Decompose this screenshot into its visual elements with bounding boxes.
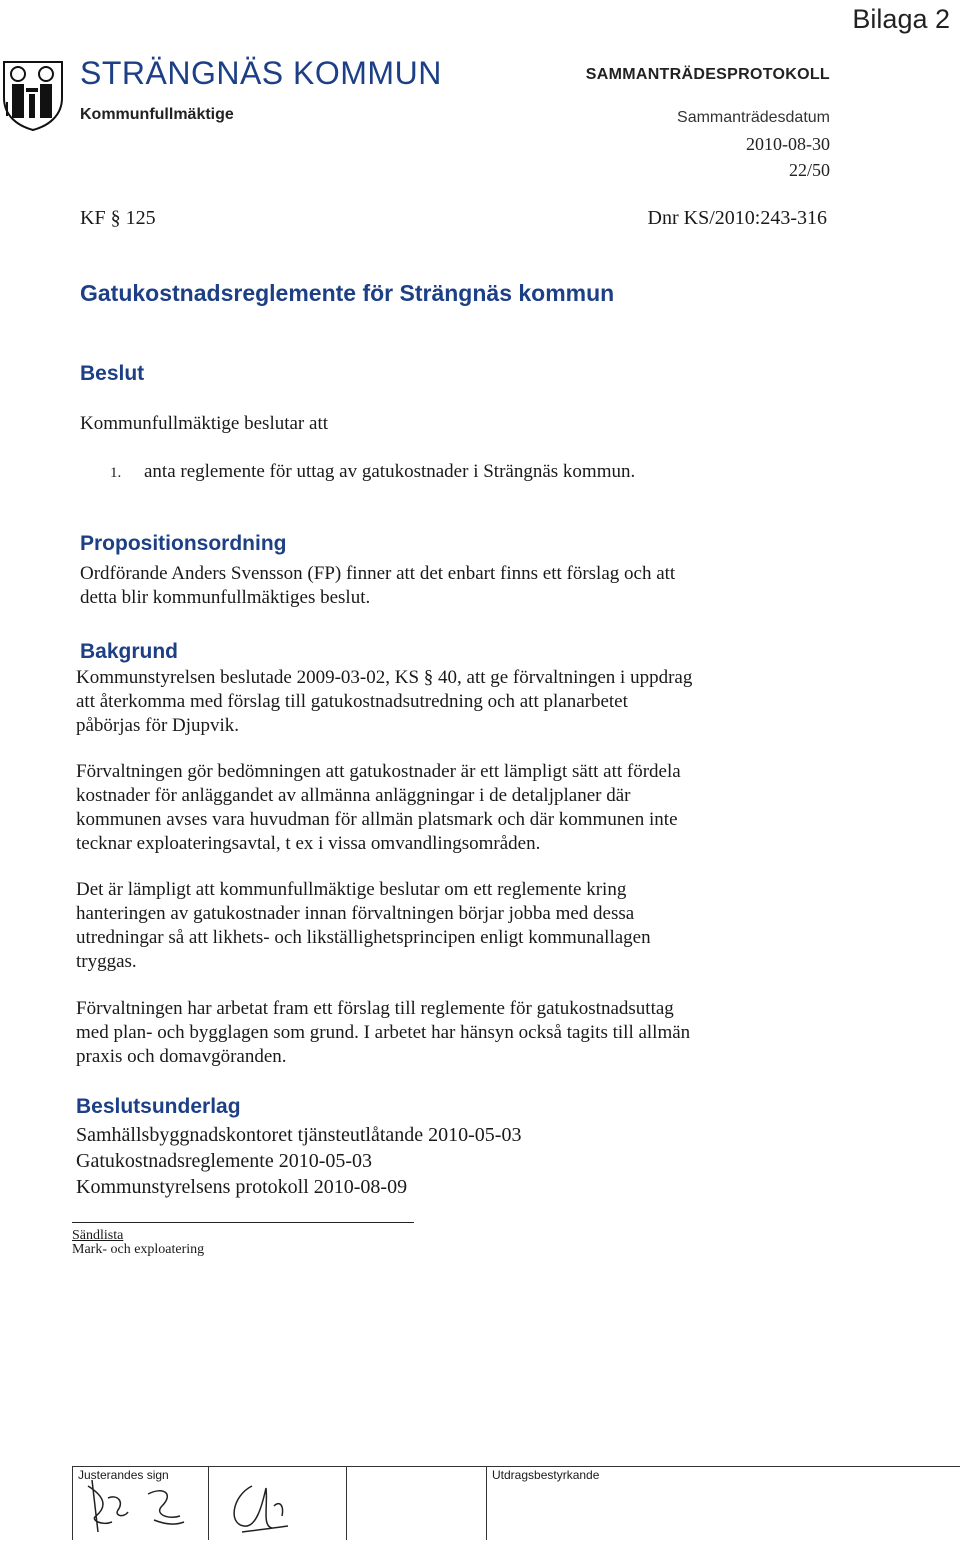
section-heading-bakgrund: Bakgrund <box>80 640 179 663</box>
text-line: Kommunstyrelsen beslutade 2009-03-02, KS § 40, att ge förvaltningen i uppdrag <box>76 667 693 688</box>
meeting-date-label: Sammanträdesdatum <box>677 109 830 126</box>
section-heading-propositionsordning: Propositionsordning <box>80 532 287 555</box>
list-item: Kommunstyrelsens protokoll 2010-08-09 <box>76 1176 408 1198</box>
municipality-name: STRÄNGNÄS KOMMUN <box>80 55 442 91</box>
divider <box>72 1222 414 1223</box>
kf-paragraph-ref: KF § 125 <box>80 207 156 229</box>
text-line: Förvaltningen gör bedömningen att gatukostnader är ett lämpligt sätt att fördela <box>76 761 681 782</box>
bakgrund-paragraph <box>76 666 836 738</box>
bakgrund-paragraph <box>76 997 836 1069</box>
list-item: Samhällsbyggnadskontoret tjänsteutlåtande 2010-05-03 <box>76 1124 522 1146</box>
signature-table-divider <box>346 1466 347 1540</box>
section-heading-beslutsunderlag: Beslutsunderlag <box>76 1095 241 1118</box>
page-number: 22/50 <box>788 160 830 180</box>
signature-table-divider <box>72 1466 73 1540</box>
text-line: tecknar exploateringsavtal, t ex i vissa omvandlingsområden. <box>76 833 541 854</box>
text-line: Det är lämpligt att kommunfullmäktige beslutar om ett reglemente kring <box>76 879 627 900</box>
text-line: hanteringen av gatukostnader innan förvaltningen börjar jobba med dessa <box>76 903 635 924</box>
text-line: kommunen avses vara huvudman för allmän platsmark och där kommunen inte <box>76 809 678 830</box>
section-heading-beslut: Beslut <box>80 362 145 385</box>
text-line: tryggas. <box>76 951 137 972</box>
case-number: Dnr KS/2010:243-316 <box>647 207 827 229</box>
handwritten-signature <box>222 1476 292 1536</box>
signature-table-divider <box>486 1466 487 1540</box>
text-line: praxis och domavgöranden. <box>76 1046 287 1067</box>
list-item-number: 1. <box>110 465 122 481</box>
utdragsbestyrkande-label: Utdragsbestyrkande <box>492 1468 600 1482</box>
bakgrund-paragraph <box>76 760 836 856</box>
text-line: kostnader för anläggandet av allmänna anläggningar i de detaljplaner där <box>76 785 631 806</box>
page-title: Gatukostnadsreglemente för Strängnäs kommun <box>80 280 615 306</box>
beslutsunderlag-list <box>76 1122 521 1200</box>
text-line: med plan- och bygglagen som grund. I arbetet har hänsyn också tagits till allmän <box>76 1022 691 1043</box>
list-item-text: anta reglemente för uttag av gatukostnader i Strängnäs kommun. <box>144 461 636 482</box>
text-line: påbörjas för Djupvik. <box>76 715 240 736</box>
text-line: Förvaltningen har arbetat fram ett förslag till reglemente för gatukostnadsuttag <box>76 998 674 1019</box>
document-type: SAMMANTRÄDESPROTOKOLL <box>585 66 830 83</box>
signature-table-top-border <box>72 1466 960 1467</box>
beslut-intro: Kommunfullmäktige beslutar att <box>80 413 329 434</box>
propositionsordning-paragraph <box>80 562 840 610</box>
sendlist-item: Mark- och exploatering <box>72 1242 205 1257</box>
list-item <box>110 460 870 485</box>
coat-of-arms-logo <box>0 58 66 132</box>
signature-table-divider <box>208 1466 209 1540</box>
attachment-label: Bilaga 2 <box>852 4 950 34</box>
text-line: detta blir kommunfullmäktiges beslut. <box>80 587 371 608</box>
text-line: att återkomma med förslag till gatukostnadsutredning och att planarbetet <box>76 691 628 712</box>
body-name: Kommunfullmäktige <box>80 106 234 123</box>
bakgrund-paragraph <box>76 878 836 974</box>
meeting-date-value: 2010-08-30 <box>746 134 830 154</box>
handwritten-signature <box>84 1476 194 1536</box>
text-line: utredningar så att likhets- och likställighetsprincipen enligt kommunallagen <box>76 927 651 948</box>
justering-sign-label: Justerandes sign <box>78 1468 169 1482</box>
text-line: Ordförande Anders Svensson (FP) finner att det enbart finns ett förslag och att <box>80 563 676 584</box>
list-item: Gatukostnadsreglemente 2010-05-03 <box>76 1150 373 1172</box>
sendlist-label: Sändlista <box>72 1228 124 1243</box>
